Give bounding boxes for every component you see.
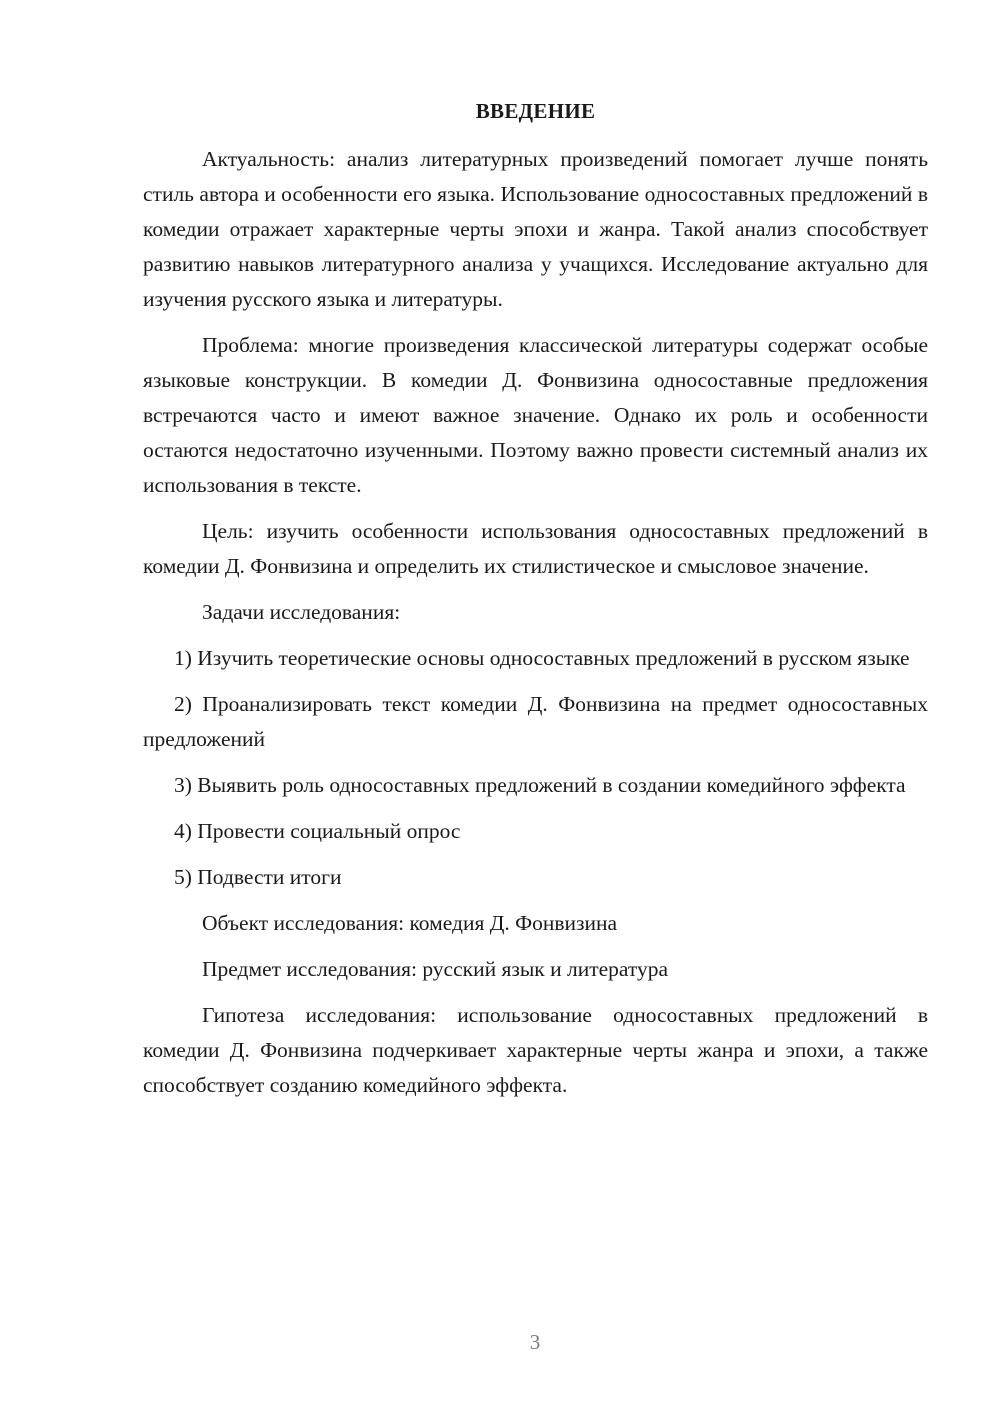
page-title: ВВЕДЕНИЕ [475, 99, 596, 123]
task-item-5: 5) Подвести итоги [174, 865, 342, 889]
goal-paragraph: Цель: изучить особенности использования односоставных предложений в комедии Д. Фонвизина и определить их стилистическое и смысловое значение. [143, 519, 928, 578]
document-body [143, 94, 928, 1103]
tasks-title: Задачи исследования: [202, 600, 401, 624]
task-item-2: 2) Проанализировать текст комедии Д. Фонвизина на предмет односоставных предложений [143, 692, 928, 751]
hypothesis-paragraph: Гипотеза исследования: использование односоставных предложений в комедии Д. Фонвизина подчеркивает характерные черты жанра и эпохи, а также способствует созданию комедийного эффекта. [143, 1003, 928, 1097]
object-paragraph: Объект исследования: комедия Д. Фонвизина [202, 911, 618, 935]
problem-paragraph: Проблема: многие произведения классической литературы содержат особые языковые конструкции. В комедии Д. Фонвизина односоставные предложения встречаются часто и имеют важное значение. Однако их роль и особенности остаются недостаточно изученными. Поэтому важно провести системный анализ их использования в тексте. [143, 333, 928, 497]
subject-paragraph: Предмет исследования: русский язык и литература [202, 957, 669, 981]
task-item-3: 3) Выявить роль односоставных предложений в создании комедийного эффекта [174, 773, 906, 797]
page-number: 3 [529, 1330, 541, 1354]
relevance-paragraph: Актуальность: анализ литературных произведений помогает лучше понять стиль автора и особенности его языка. Использование односоставных предложений в комедии отражает характерные черты эпохи и жанра. Такой анализ способствует развитию навыков литературного анализа у учащихся. Исследование актуально для изучения русского языка и литературы. [143, 147, 928, 311]
task-item-4: 4) Провести социальный опрос [174, 819, 461, 843]
task-item-1: 1) Изучить теоретические основы односоставных предложений в русском языке [174, 646, 910, 670]
